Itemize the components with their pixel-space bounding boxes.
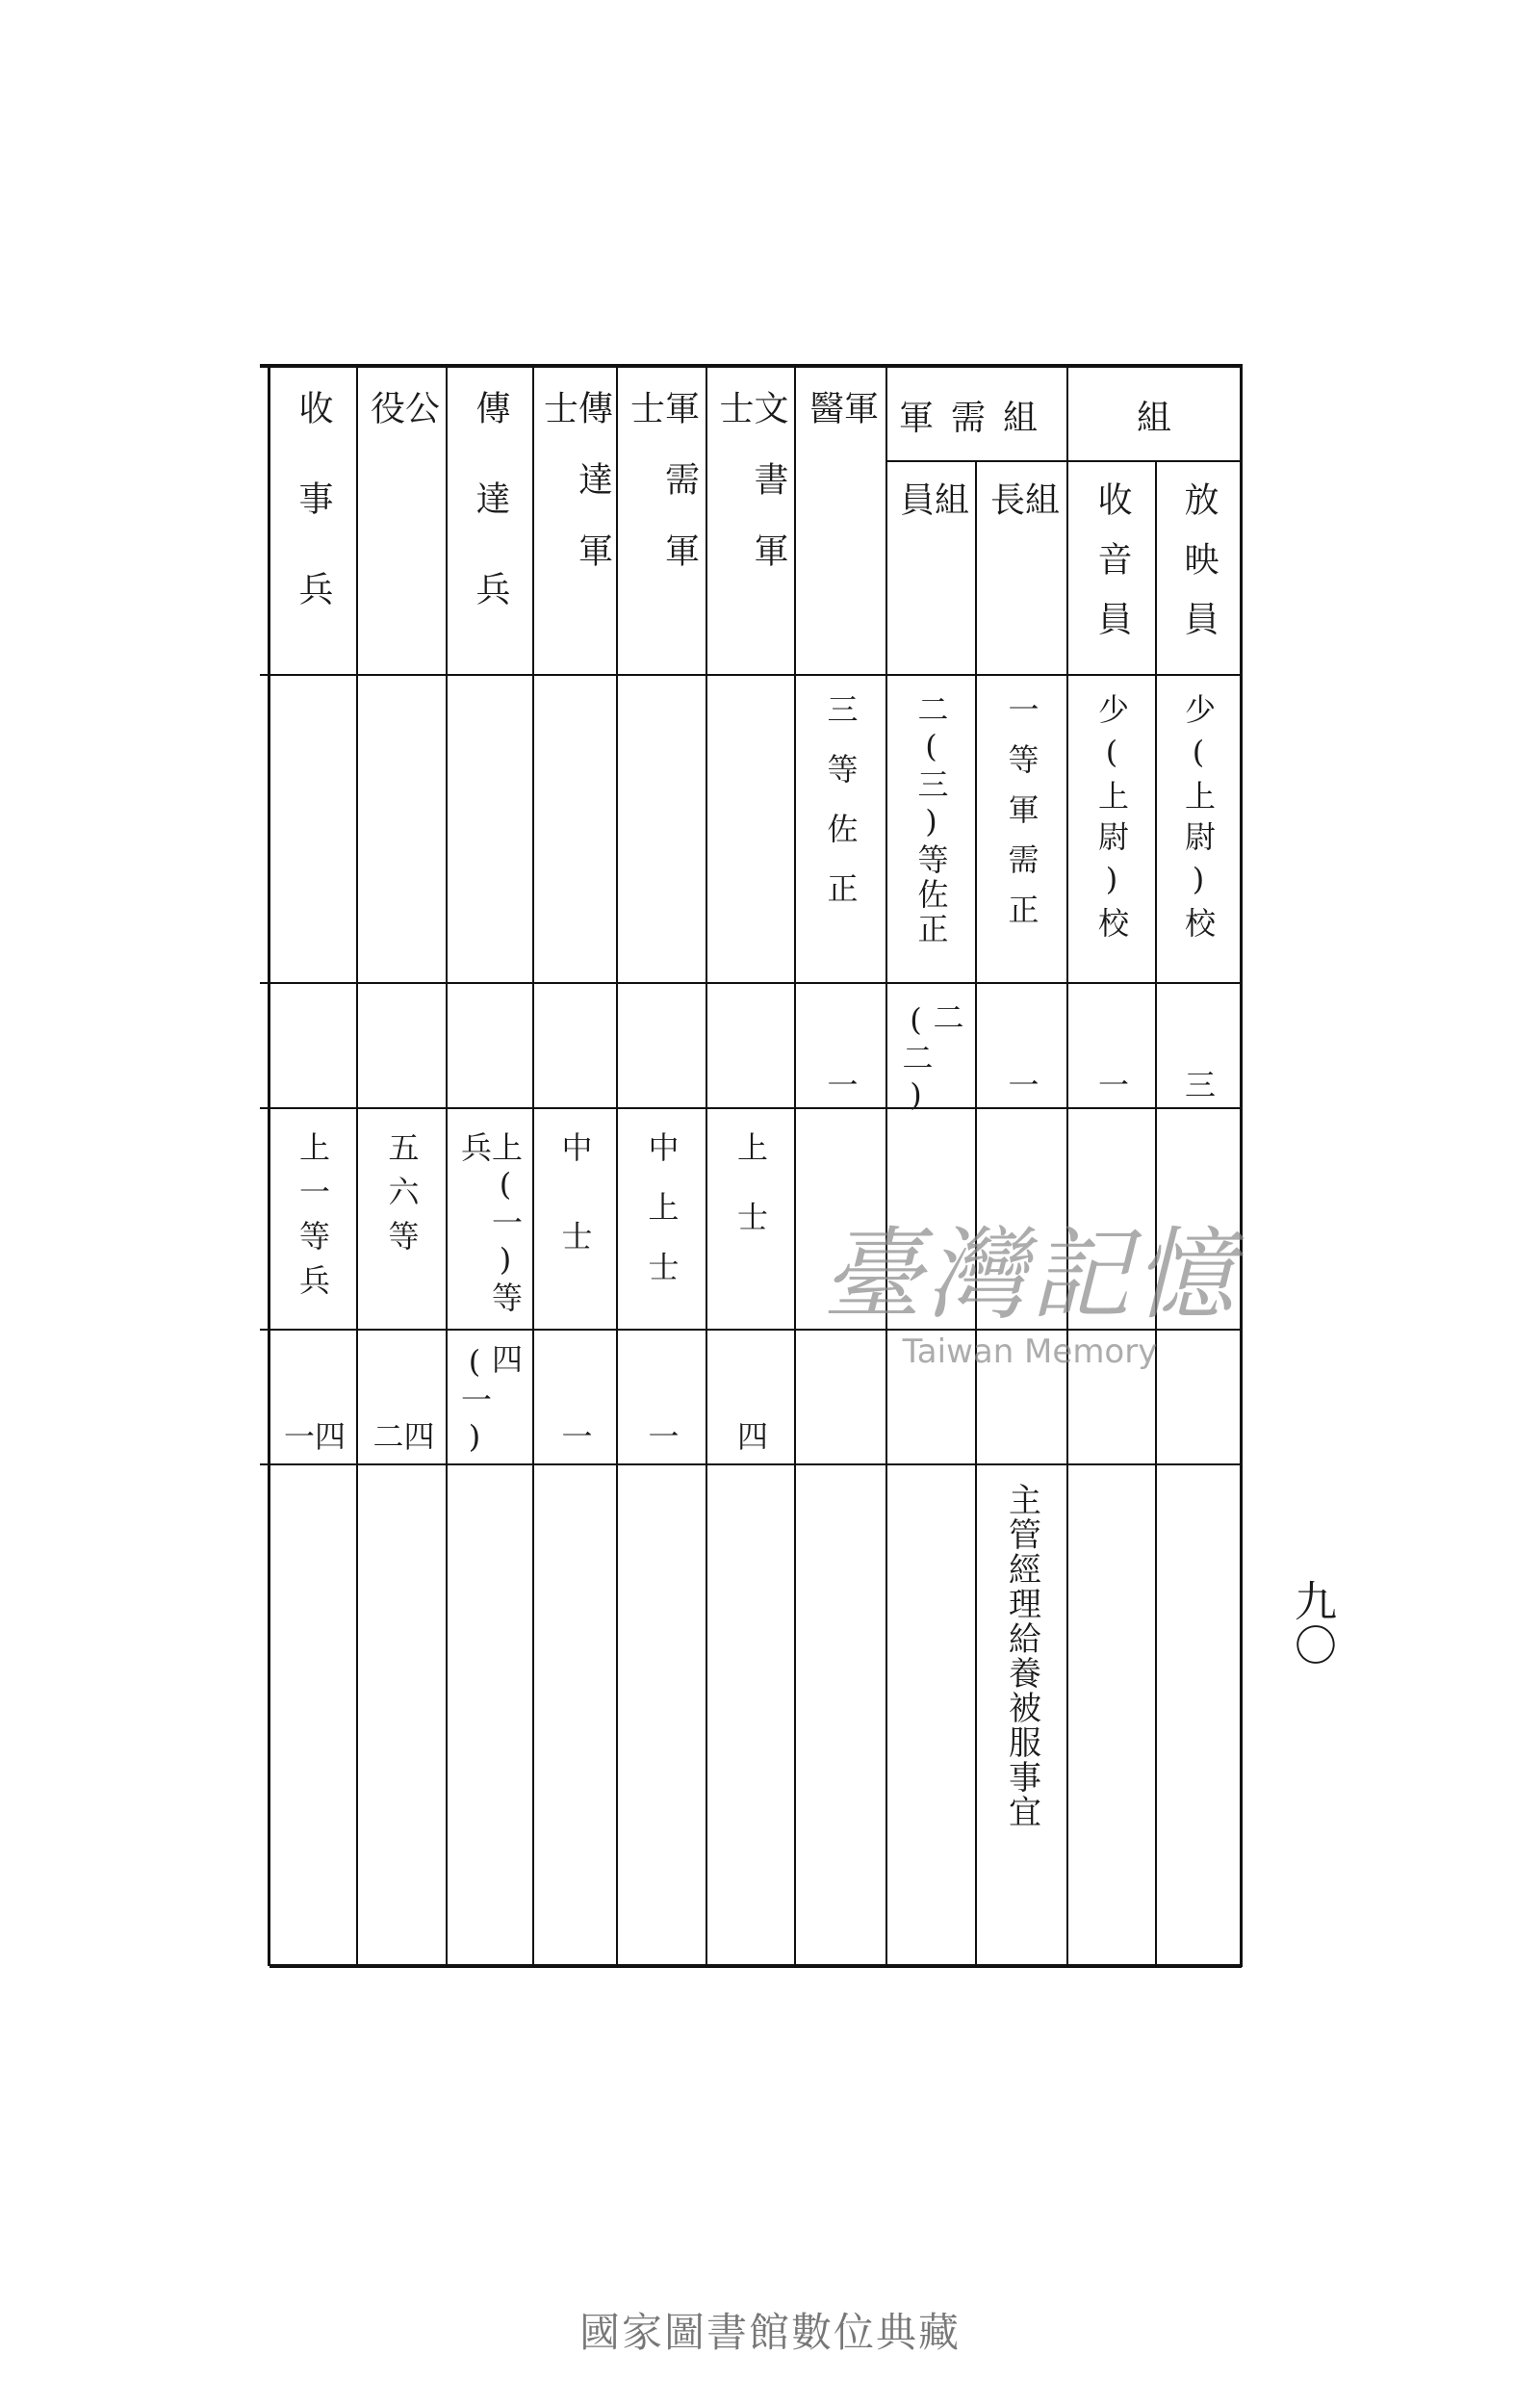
soldier-rank-cell bbox=[448, 1131, 532, 1324]
soldier-count-cell bbox=[448, 1343, 532, 1463]
header-cell-clerk bbox=[707, 390, 794, 674]
soldier-rank-text: 上(一)等兵 bbox=[456, 1131, 524, 1316]
header-text: 文書軍士 bbox=[714, 390, 788, 604]
header-text: 組長 bbox=[985, 481, 1060, 583]
header-text: 傳達軍士 bbox=[538, 390, 613, 604]
soldier-count-bottom-rule bbox=[260, 1463, 1242, 1465]
soldier-rank-text: 中上士 bbox=[643, 1131, 680, 1310]
watermark-en: Taiwan Memory bbox=[902, 1333, 1158, 1371]
header-text: 軍醫 bbox=[804, 390, 879, 588]
count-cell bbox=[887, 1001, 975, 1117]
rank-text: 少(上尉)校 bbox=[1180, 693, 1217, 947]
rank-cell bbox=[1068, 693, 1155, 977]
header-cell-messenger bbox=[448, 390, 532, 674]
group-header-rule bbox=[886, 460, 1242, 462]
rank-cell bbox=[977, 693, 1066, 977]
count-cell bbox=[1068, 1069, 1155, 1107]
soldier-rank-text: 中士 bbox=[556, 1131, 594, 1308]
soldier-count-text: 一 bbox=[556, 1420, 594, 1461]
soldier-count-text: 四(一) bbox=[456, 1343, 524, 1459]
header-cell-screening bbox=[1157, 481, 1240, 674]
soldier-count-cell bbox=[534, 1420, 616, 1463]
remark-cell bbox=[977, 1483, 1066, 1945]
soldier-rank-cell bbox=[358, 1131, 446, 1324]
rank-text: 少(上尉)校 bbox=[1093, 693, 1130, 947]
watermark-zh: 臺灣記憶 bbox=[821, 1216, 1238, 1333]
soldier-rank-text: 五六等 bbox=[383, 1131, 421, 1264]
header-cell-chief bbox=[977, 481, 1066, 674]
header-text: 收音員 bbox=[1092, 481, 1132, 660]
soldier-rank-cell bbox=[534, 1131, 616, 1324]
header-text: 放映員 bbox=[1179, 481, 1219, 660]
archive-footer: 國家圖書館數位典藏 bbox=[578, 2309, 961, 2356]
group-header-b-text: 軍需組 bbox=[898, 399, 1055, 438]
soldier-rank-text: 上一等兵 bbox=[295, 1131, 331, 1308]
rank-text: 二(三)等佐正 bbox=[912, 693, 950, 947]
soldier-count-cell bbox=[358, 1420, 446, 1463]
watermark-logo bbox=[770, 1194, 1290, 1371]
soldier-count-text: 四 bbox=[732, 1420, 769, 1461]
rank-text: 一等軍需正 bbox=[1003, 693, 1040, 944]
header-cell-messenger-sergeant bbox=[534, 390, 616, 674]
count-text: 二(二) bbox=[897, 1001, 965, 1117]
group-header-b bbox=[887, 380, 1066, 457]
soldier-count-cell bbox=[618, 1420, 706, 1463]
rank-cell bbox=[796, 693, 886, 977]
header-cell-member bbox=[887, 481, 975, 674]
soldier-count-cell bbox=[270, 1420, 356, 1463]
header-text: 軍需軍士 bbox=[625, 390, 700, 604]
soldier-count-text: 一 bbox=[643, 1420, 680, 1461]
soldier-rank-cell bbox=[270, 1131, 356, 1324]
page-number: 九〇 bbox=[1287, 1579, 1336, 1668]
header-bottom-rule bbox=[260, 674, 1242, 676]
header-cell-orderly bbox=[270, 390, 356, 674]
header-cell-medic bbox=[796, 390, 886, 674]
rank-cell bbox=[887, 693, 975, 977]
group-header-a bbox=[1068, 380, 1240, 457]
rank-bottom-rule bbox=[260, 982, 1242, 984]
header-text: 傳達兵 bbox=[471, 390, 510, 661]
header-cell-laborer bbox=[358, 390, 446, 674]
count-text: 三 bbox=[1180, 1069, 1217, 1109]
soldier-count-text: 四一 bbox=[279, 1420, 346, 1455]
count-cell bbox=[1157, 1069, 1240, 1107]
header-text: 公役 bbox=[365, 390, 440, 540]
group-header-a-text: 組 bbox=[1136, 399, 1171, 438]
header-cell-radio bbox=[1068, 481, 1155, 674]
remark-text: 主管經理給養被服事宜 bbox=[1002, 1483, 1041, 1829]
soldier-rank-cell bbox=[618, 1131, 706, 1324]
count-cell bbox=[796, 1069, 886, 1107]
header-text: 組員 bbox=[894, 481, 969, 583]
table-bottom-rule bbox=[270, 1964, 1242, 1968]
soldier-count-cell bbox=[707, 1420, 794, 1463]
soldier-rank-text: 上士 bbox=[732, 1131, 769, 1270]
rank-text: 三等佐正 bbox=[822, 693, 860, 932]
count-text: 一 bbox=[1093, 1069, 1130, 1109]
header-cell-supply-sergeant bbox=[618, 390, 706, 674]
table-right-rule bbox=[1240, 364, 1243, 1967]
count-text: 一 bbox=[1003, 1069, 1040, 1109]
soldier-count-text: 四二 bbox=[368, 1420, 436, 1455]
count-text: 一 bbox=[822, 1069, 860, 1109]
table-top-rule bbox=[260, 364, 1242, 368]
header-text: 收事兵 bbox=[294, 390, 333, 661]
count-cell bbox=[977, 1069, 1066, 1107]
rank-cell bbox=[1157, 693, 1240, 977]
